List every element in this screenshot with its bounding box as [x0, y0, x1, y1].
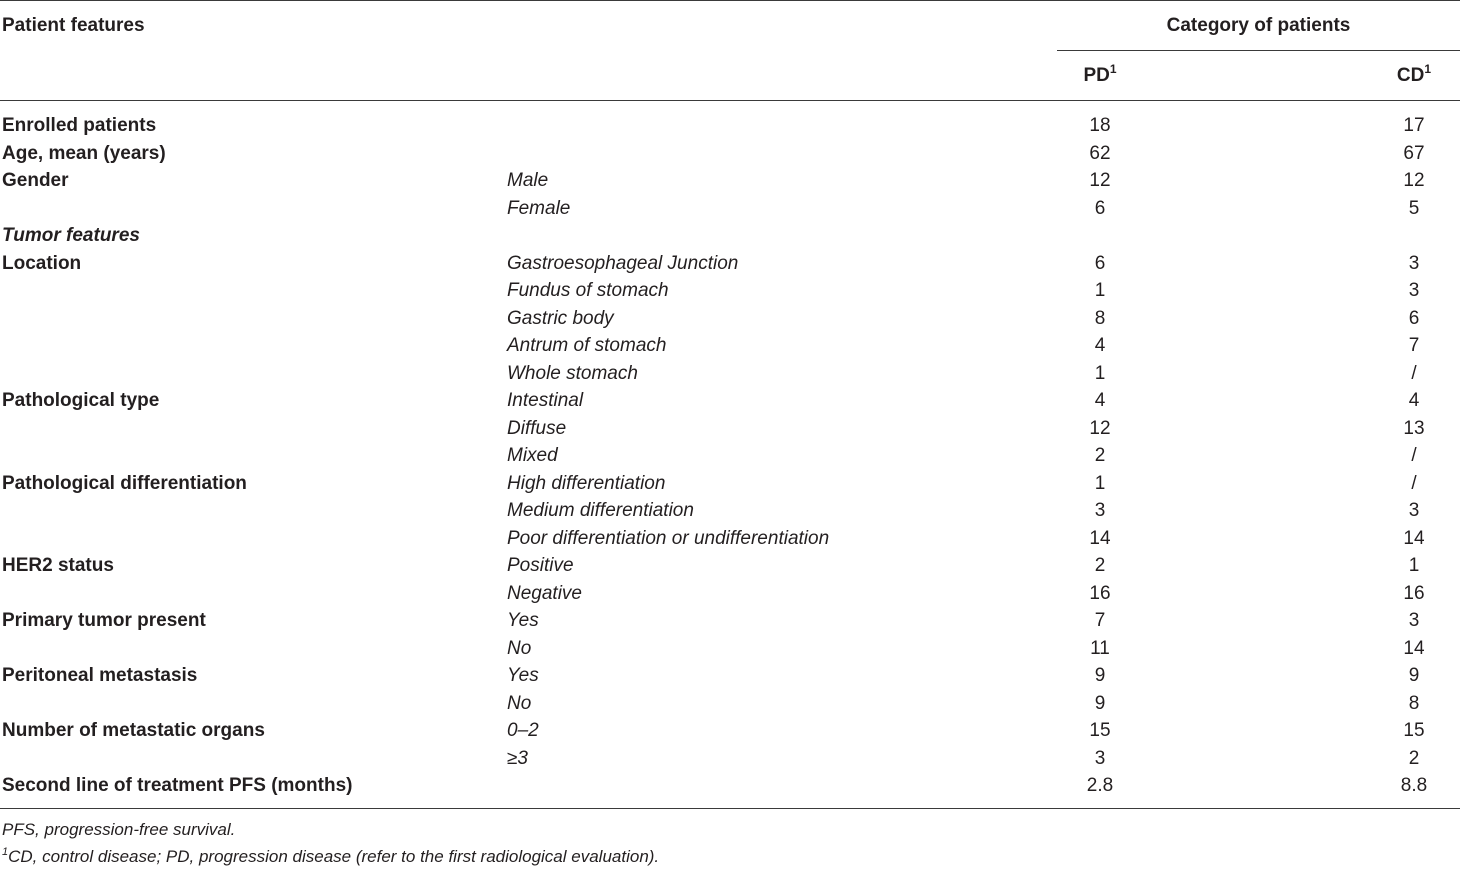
table-row [0, 497, 1460, 525]
header-patient-features: Patient features [2, 15, 145, 36]
row-feature-label: Pathological differentiation [2, 472, 247, 494]
table-row [0, 690, 1460, 718]
row-subcategory: No [507, 637, 532, 659]
header-cd-label: CD [1396, 65, 1425, 86]
row-pd-value: 2 [1094, 555, 1106, 576]
row-feature-label: Enrolled patients [2, 115, 157, 136]
row-cd-value: 3 [1408, 252, 1420, 274]
row-pd-value: 18 [1089, 115, 1111, 136]
footnote-cd-pd-text: CD, control disease; PD, progression disease (refer to the first radiological evaluation). [8, 847, 660, 866]
category-span-rule [1057, 50, 1460, 51]
row-subcategory: Yes [507, 610, 539, 631]
row-pd-value: 3 [1094, 500, 1106, 521]
row-pd-value: 9 [1094, 665, 1106, 686]
row-subcategory: Yes [507, 665, 539, 686]
row-cd-value: 5 [1408, 197, 1420, 219]
table-row [0, 745, 1460, 773]
row-feature-label: Location [2, 252, 82, 274]
table-row [0, 140, 1460, 168]
row-pd-value: 1 [1094, 472, 1106, 494]
row-cd-value: / [1411, 472, 1417, 494]
table-row [0, 772, 1460, 800]
table-row [0, 332, 1460, 360]
row-subcategory: Mixed [507, 445, 558, 466]
row-subcategory: Intestinal [507, 390, 584, 411]
table-row [0, 195, 1460, 223]
row-subcategory: Gastric body [507, 307, 614, 329]
header-category-of-patients: Category of patients [1166, 15, 1351, 36]
table-top-rule [0, 0, 1460, 1]
row-pd-value: 4 [1094, 390, 1106, 411]
row-subcategory: Male [507, 170, 549, 191]
table-row [0, 607, 1460, 635]
row-subcategory: No [507, 692, 532, 714]
table-row [0, 277, 1460, 305]
row-cd-value: 14 [1403, 637, 1425, 659]
row-pd-value: 1 [1094, 280, 1106, 301]
row-cd-value: 2 [1408, 747, 1420, 769]
row-pd-value: 62 [1089, 142, 1111, 164]
row-feature-label: HER2 status [2, 555, 114, 576]
row-pd-value: 14 [1089, 527, 1111, 549]
header-cd-footnote-mark: 1 [1424, 62, 1432, 76]
header-cd [1366, 64, 1460, 88]
table-row [0, 635, 1460, 663]
row-cd-value: 7 [1408, 335, 1420, 356]
row-pd-value: 8 [1094, 307, 1106, 329]
table-row [0, 112, 1460, 140]
table-body [0, 112, 1460, 800]
row-pd-value: 3 [1094, 747, 1106, 769]
row-subcategory: Diffuse [507, 417, 567, 439]
table-row [0, 580, 1460, 608]
row-cd-value: 9 [1408, 665, 1420, 686]
row-pd-value: 2.8 [1086, 775, 1114, 796]
table-row [0, 662, 1460, 690]
row-pd-value: 6 [1094, 197, 1106, 219]
header-pd [1052, 64, 1148, 88]
row-cd-value: 67 [1403, 142, 1425, 164]
row-subcategory: Fundus of stomach [507, 280, 669, 301]
table-row [0, 167, 1460, 195]
row-cd-value: 15 [1403, 720, 1425, 741]
row-feature-label: Pathological type [2, 390, 160, 411]
row-cd-value: 1 [1408, 555, 1420, 576]
row-feature-label: Primary tumor present [2, 610, 206, 631]
row-feature-label: Gender [2, 170, 69, 191]
row-feature-label: Tumor features [2, 225, 140, 246]
row-pd-value: 1 [1094, 362, 1106, 384]
row-cd-value: 14 [1403, 527, 1425, 549]
row-cd-value: 8.8 [1400, 775, 1428, 796]
row-pd-value: 12 [1089, 417, 1111, 439]
row-subcategory: Positive [507, 555, 574, 576]
row-subcategory: High differentiation [507, 472, 666, 494]
row-subcategory: Female [507, 197, 571, 219]
table-row [0, 525, 1460, 553]
row-pd-value: 12 [1089, 170, 1111, 191]
row-cd-value: 12 [1403, 170, 1425, 191]
table-row [0, 250, 1460, 278]
header-pd-label: PD [1083, 65, 1110, 86]
row-cd-value: 16 [1403, 582, 1425, 604]
row-pd-value: 11 [1090, 637, 1110, 659]
table-row [0, 552, 1460, 580]
row-cd-value: 6 [1408, 307, 1420, 329]
table-row [0, 415, 1460, 443]
table-row [0, 717, 1460, 745]
row-subcategory: Negative [507, 582, 582, 604]
row-cd-value: 3 [1408, 280, 1420, 301]
row-pd-value: 9 [1094, 692, 1106, 714]
row-pd-value: 16 [1089, 582, 1111, 604]
table-row [0, 470, 1460, 498]
row-cd-value: 13 [1403, 417, 1425, 439]
table-row [0, 360, 1460, 388]
row-subcategory: Gastroesophageal Junction [507, 252, 739, 274]
row-subcategory: Whole stomach [507, 362, 638, 384]
row-cd-value: 3 [1408, 610, 1420, 631]
row-cd-value: 4 [1408, 390, 1420, 411]
row-subcategory: 0–2 [507, 720, 539, 741]
row-pd-value: 2 [1094, 445, 1106, 466]
footnote-mark: 1 [2, 846, 9, 858]
header-bottom-rule [0, 100, 1460, 101]
table-row [0, 387, 1460, 415]
row-subcategory: ≥3 [507, 747, 528, 769]
row-cd-value: 17 [1403, 115, 1425, 136]
row-subcategory: Poor differentiation or undifferentiation [507, 527, 830, 549]
row-pd-value: 4 [1094, 335, 1106, 356]
row-subcategory: Antrum of stomach [507, 335, 667, 356]
header-pd-footnote-mark: 1 [1109, 62, 1117, 76]
table-row [0, 442, 1460, 470]
row-cd-value: / [1411, 445, 1417, 466]
row-pd-value: 6 [1094, 252, 1106, 274]
table-footnotes [2, 816, 659, 870]
row-feature-label: Age, mean (years) [2, 142, 166, 164]
row-pd-value: 7 [1094, 610, 1106, 631]
row-feature-label: Number of metastatic organs [2, 720, 265, 741]
row-feature-label: Peritoneal metastasis [2, 665, 198, 686]
row-cd-value: 3 [1408, 500, 1420, 521]
row-cd-value: / [1411, 362, 1417, 384]
row-cd-value: 8 [1408, 692, 1420, 714]
row-feature-label: Second line of treatment PFS (months) [2, 775, 353, 796]
row-pd-value: 15 [1089, 720, 1111, 741]
row-subcategory: Medium differentiation [507, 500, 694, 521]
footnote-pfs: PFS, progression-free survival. [2, 820, 236, 839]
table-row [0, 222, 1460, 250]
table-row [0, 305, 1460, 333]
table-bottom-rule [0, 808, 1460, 809]
